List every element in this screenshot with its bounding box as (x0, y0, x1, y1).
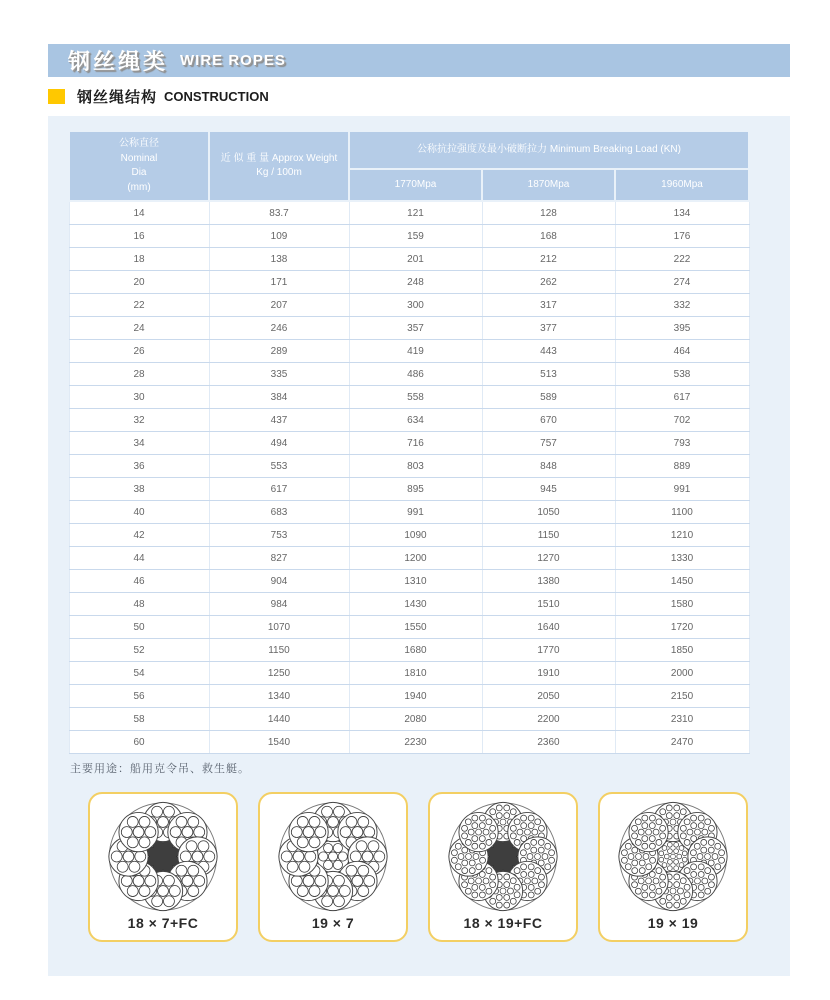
table-row (69, 547, 749, 570)
table-cell: 40 (69, 501, 209, 524)
table-cell: 134 (615, 201, 749, 225)
section-title-zh: 钢丝绳结构 (77, 89, 158, 106)
table-cell: 1450 (615, 570, 749, 593)
table-cell: 2050 (482, 685, 615, 708)
table-cell: 109 (209, 225, 349, 248)
table-cell: 335 (209, 363, 349, 386)
table-cell: 212 (482, 248, 615, 271)
table-cell: 1070 (209, 616, 349, 639)
construction-label: 18 × 19+FC (463, 915, 543, 931)
table-cell: 1550 (349, 616, 482, 639)
table-cell: 443 (482, 340, 615, 363)
table-body (69, 201, 749, 754)
table-cell: 2470 (615, 731, 749, 754)
table-cell: 248 (349, 271, 482, 294)
table-cell: 2150 (615, 685, 749, 708)
table-cell: 1770 (482, 639, 615, 662)
col-header-nominal-dia (69, 131, 209, 201)
table-cell: 22 (69, 294, 209, 317)
table-cell: 1510 (482, 593, 615, 616)
table-cell: 757 (482, 432, 615, 455)
col-header-approx-weight (209, 131, 349, 201)
table-cell: 1850 (615, 639, 749, 662)
table-cell: 201 (349, 248, 482, 271)
table-cell: 803 (349, 455, 482, 478)
table-cell: 991 (615, 478, 749, 501)
table-cell: 1940 (349, 685, 482, 708)
table-cell: 14 (69, 201, 209, 225)
table-row (69, 685, 749, 708)
table-row (69, 593, 749, 616)
table-cell: 553 (209, 455, 349, 478)
table-cell: 1380 (482, 570, 615, 593)
table-cell: 168 (482, 225, 615, 248)
table-cell: 274 (615, 271, 749, 294)
table-row (69, 248, 749, 271)
rope-cross-section-19x19-icon (614, 799, 732, 914)
table-row (69, 731, 749, 754)
table-cell: 753 (209, 524, 349, 547)
table-cell: 1430 (349, 593, 482, 616)
table-cell: 384 (209, 386, 349, 409)
table-cell: 317 (482, 294, 615, 317)
page-banner (48, 44, 790, 77)
table-cell: 60 (69, 731, 209, 754)
table-cell: 377 (482, 317, 615, 340)
table-cell: 54 (69, 662, 209, 685)
table-cell: 1310 (349, 570, 482, 593)
banner-title-zh: 钢丝绳类 (68, 49, 169, 74)
table-cell: 1270 (482, 547, 615, 570)
table-cell: 159 (349, 225, 482, 248)
col-header-grade-1770: 1770Mpa (349, 169, 482, 201)
table-cell: 121 (349, 201, 482, 225)
table-row (69, 639, 749, 662)
table-cell: 716 (349, 432, 482, 455)
table-cell: 617 (615, 386, 749, 409)
table-cell: 589 (482, 386, 615, 409)
table-cell: 207 (209, 294, 349, 317)
table-header (69, 131, 749, 201)
table-cell: 56 (69, 685, 209, 708)
table-cell: 419 (349, 340, 482, 363)
table-cell: 1100 (615, 501, 749, 524)
table-cell: 538 (615, 363, 749, 386)
table-cell: 16 (69, 225, 209, 248)
table-cell: 464 (615, 340, 749, 363)
table-cell: 2200 (482, 708, 615, 731)
table-row (69, 708, 749, 731)
table-cell: 32 (69, 409, 209, 432)
table-cell: 28 (69, 363, 209, 386)
table-cell: 289 (209, 340, 349, 363)
table-cell: 1810 (349, 662, 482, 685)
col-header-line: 公称直径 (119, 138, 159, 149)
table-row (69, 317, 749, 340)
table-cell: 26 (69, 340, 209, 363)
table-cell: 2080 (349, 708, 482, 731)
table-row (69, 225, 749, 248)
table-cell: 48 (69, 593, 209, 616)
table-cell: 984 (209, 593, 349, 616)
table-cell: 617 (209, 478, 349, 501)
col-header-grade-1870: 1870Mpa (482, 169, 615, 201)
section-title-en: CONSTRUCTION (164, 89, 269, 104)
table-cell: 395 (615, 317, 749, 340)
table-cell: 1680 (349, 639, 482, 662)
table-cell: 52 (69, 639, 209, 662)
wire-rope-spec-table (68, 130, 750, 754)
table-cell: 1200 (349, 547, 482, 570)
table-cell: 848 (482, 455, 615, 478)
rope-cross-section-18x7-fc-icon (104, 799, 222, 914)
table-row (69, 363, 749, 386)
table-cell: 1540 (209, 731, 349, 754)
table-row (69, 271, 749, 294)
col-header-grade-1960: 1960Mpa (615, 169, 749, 201)
table-row (69, 478, 749, 501)
col-header-line: 近 似 重 量 Approx Weight (220, 152, 338, 164)
table-cell: 1150 (482, 524, 615, 547)
content-panel (48, 116, 790, 976)
table-cell: 513 (482, 363, 615, 386)
table-cell: 171 (209, 271, 349, 294)
table-cell: 1580 (615, 593, 749, 616)
table-cell: 1340 (209, 685, 349, 708)
table-cell: 2000 (615, 662, 749, 685)
table-cell: 670 (482, 409, 615, 432)
col-header-line: (mm) (127, 181, 151, 193)
table-cell: 30 (69, 386, 209, 409)
table-cell: 889 (615, 455, 749, 478)
construction-card-18x19-fc (428, 792, 578, 942)
col-header-min-breaking-load: 公称抗拉强度及最小破断拉力 Minimum Breaking Load (KN) (349, 131, 749, 169)
table-cell: 50 (69, 616, 209, 639)
table-cell: 1090 (349, 524, 482, 547)
table-cell: 222 (615, 248, 749, 271)
table-cell: 1910 (482, 662, 615, 685)
table-cell: 486 (349, 363, 482, 386)
table-cell: 991 (349, 501, 482, 524)
rope-cross-section-19x7-icon (274, 799, 392, 914)
table-cell: 1150 (209, 639, 349, 662)
section-heading (48, 86, 269, 107)
table-cell: 24 (69, 317, 209, 340)
table-cell: 138 (209, 248, 349, 271)
table-cell: 1330 (615, 547, 749, 570)
table-cell: 945 (482, 478, 615, 501)
table-cell: 2360 (482, 731, 615, 754)
usage-note: 主要用途：船用克令吊、救生艇。 (70, 763, 250, 775)
construction-card-18x7-fc (88, 792, 238, 942)
rope-cross-section-18x19-fc-icon (444, 799, 562, 914)
table-row (69, 570, 749, 593)
table-row (69, 340, 749, 363)
table-row (69, 432, 749, 455)
table-cell: 128 (482, 201, 615, 225)
table-row (69, 201, 749, 225)
table-cell: 58 (69, 708, 209, 731)
table-cell: 46 (69, 570, 209, 593)
table-cell: 300 (349, 294, 482, 317)
table-cell: 683 (209, 501, 349, 524)
construction-label: 18 × 7+FC (127, 915, 199, 931)
table-cell: 1640 (482, 616, 615, 639)
table-cell: 1050 (482, 501, 615, 524)
col-header-line: Nominal (120, 152, 158, 164)
table-cell: 1440 (209, 708, 349, 731)
table-cell: 904 (209, 570, 349, 593)
table-cell: 83.7 (209, 201, 349, 225)
table-cell: 42 (69, 524, 209, 547)
table-cell: 895 (349, 478, 482, 501)
table-cell: 246 (209, 317, 349, 340)
banner-title-en: WIRE ROPES (180, 52, 286, 69)
table-cell: 793 (615, 432, 749, 455)
yellow-square-bullet-icon (48, 89, 65, 104)
col-header-line: Kg / 100m (256, 167, 302, 178)
table-cell: 332 (615, 294, 749, 317)
table-cell: 176 (615, 225, 749, 248)
table-cell: 20 (69, 271, 209, 294)
table-cell: 1210 (615, 524, 749, 547)
table-cell: 1720 (615, 616, 749, 639)
construction-label: 19 × 19 (647, 915, 699, 931)
table-row (69, 662, 749, 685)
table-row (69, 409, 749, 432)
table-cell: 262 (482, 271, 615, 294)
table-cell: 44 (69, 547, 209, 570)
table-cell: 827 (209, 547, 349, 570)
construction-card-19x7 (258, 792, 408, 942)
col-header-line: Dia (131, 167, 147, 178)
table-row (69, 501, 749, 524)
table-cell: 494 (209, 432, 349, 455)
table-cell: 2230 (349, 731, 482, 754)
table-row (69, 524, 749, 547)
construction-label: 19 × 7 (311, 915, 355, 931)
table-cell: 437 (209, 409, 349, 432)
table-row (69, 386, 749, 409)
table-cell: 36 (69, 455, 209, 478)
table-cell: 38 (69, 478, 209, 501)
table-cell: 558 (349, 386, 482, 409)
table-cell: 634 (349, 409, 482, 432)
table-cell: 2310 (615, 708, 749, 731)
table-row (69, 616, 749, 639)
table-cell: 18 (69, 248, 209, 271)
table-cell: 357 (349, 317, 482, 340)
table-cell: 1250 (209, 662, 349, 685)
table-row (69, 455, 749, 478)
construction-card-19x19 (598, 792, 748, 942)
table-row (69, 294, 749, 317)
table-cell: 702 (615, 409, 749, 432)
table-cell: 34 (69, 432, 209, 455)
